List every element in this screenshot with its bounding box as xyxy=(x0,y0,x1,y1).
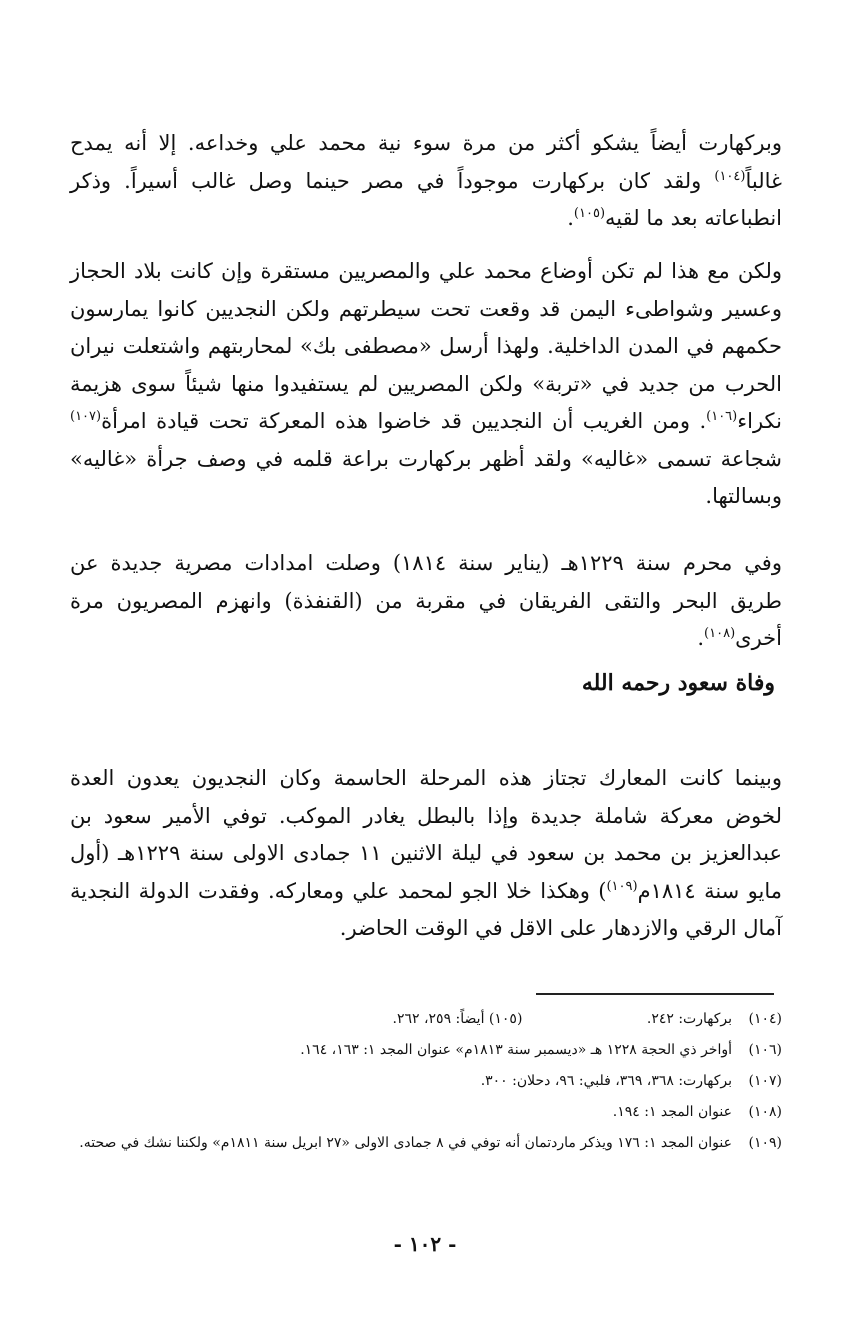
footnotes-list xyxy=(70,1004,782,1159)
footnote-106 xyxy=(70,1035,782,1066)
page-number: - ١٠٢ - xyxy=(393,1232,457,1256)
paragraph-1-text-b: ولقد كان بركهارت موجوداً في مصر حينما وصل غالب أسيراً. وذكر انطباعاته بعد ما لقيه xyxy=(70,168,782,230)
footnote-number-108: (١٠٨) xyxy=(748,1104,782,1120)
footnote-ref-105: (١٠٥) xyxy=(573,206,606,221)
section-heading: وفاة سعود رحمه الله xyxy=(581,670,775,696)
footnote-ref-104: (١٠٤) xyxy=(714,168,746,184)
paragraph-4-text-b: ) وهكذا خلا الجو لمحمد علي ومعاركه. وفقدت الدولة النجدية آمال الرقي والازدهار على الاقل في الوقت الحاضر. xyxy=(70,878,782,940)
footnote-text-109: عنوان المجد ١: ١٧٦ ويذكر ماردتمان أنه توفي في ٨ جمادى الاولى «٢٧ ابريل سنة ١٨١١م» ولكننا نشك في صحته. xyxy=(79,1135,732,1151)
footnote-107 xyxy=(70,1066,782,1097)
paragraph-1-end: . xyxy=(567,206,574,230)
footnote-text-108: عنوان المجد ١: ١٩٤. xyxy=(612,1104,732,1120)
paragraph-2-text-c: شجاعة تسمى «غاليه» ولقد أظهر بركهارت براعة قلمه في وصف جرأة «غاليه» وبسالتها. xyxy=(70,446,782,508)
paragraph-4-text: وبينما كانت المعارك تجتاز هذه المرحلة الحاسمة وكان النجديون يعدون العدة لخوض معركة شاملة جديدة وإذا بالبطل يغادر الموكب. توفي الأمير سعود بن عبدالعزيز بن محمد بن سعود في ليلة الاثنين ١١ جمادى الاولى سنة ١٢٢٩هـ (أول مايو سنة ١٨١٤م xyxy=(70,766,782,903)
paragraph-2-text: ولكن مع هذا لم تكن أوضاع محمد علي والمصريين مستقرة وإن كانت بلاد الحجاز وعسير وشواطىء اليمن قد وقعت تحت سيطرتهم ولكن النجديين كانوا يمارسون حكمهم في المدن الداخلية. ولهذا أرسل «مصطفى بك» لمحاربتهم واشتعلت نيران الحرب من جديد في «تربة» ولكن المصريين لم يستفيدوا منها شيئاً سوى هزيمة نكراء xyxy=(70,259,782,433)
paragraph-4 xyxy=(70,760,782,958)
footnote-ref-107: (١٠٧) xyxy=(70,409,102,424)
paragraph-2-text-b: . ومن الغريب أن النجديين قد خاضوا هذه المعركة تحت قيادة امرأة xyxy=(101,409,707,433)
footnote-104-105 xyxy=(70,1004,782,1035)
footnote-number-106: (١٠٦) xyxy=(748,1042,782,1058)
paragraph-1-text: وبركهارت أيضاً يشكو أكثر من مرة سوء نية محمد علي وخداعه. إلا أنه يمدح غالباً xyxy=(70,131,782,193)
paragraph-1 xyxy=(70,125,782,248)
footnote-number-104: (١٠٤) xyxy=(748,1011,782,1027)
footnote-number-105: (١٠٥) xyxy=(488,1011,523,1027)
paragraph-3 xyxy=(70,545,782,668)
footnote-ref-108: (١٠٨) xyxy=(704,626,736,641)
footnote-ref-106: (١٠٦) xyxy=(706,409,738,424)
footnote-divider xyxy=(536,993,774,995)
footnote-number-109: (١٠٩) xyxy=(748,1135,782,1151)
footnote-number-107: (١٠٧) xyxy=(748,1073,782,1089)
paragraph-2 xyxy=(70,253,782,526)
footnote-text-107: بركهارت: ٣٦٨، ٣٦٩، فلبي: ٩٦، دحلان: ٣٠٠. xyxy=(480,1073,732,1089)
paragraph-3-end: . xyxy=(697,626,705,650)
footnote-108 xyxy=(70,1097,782,1128)
paragraph-3-text: وفي محرم سنة ١٢٢٩هـ (يناير سنة ١٨١٤) وصلت امدادات مصرية جديدة عن طريق البحر والتقى الفريقان في مقربة من (القنفذة) وانهزم المصريون مرة أخرى xyxy=(70,551,782,650)
footnote-text-105: أيضاً: ٢٥٩، ٢٦٢. xyxy=(392,1011,485,1027)
footnote-text-104: بركهارت: ٢٤٢. xyxy=(646,1011,732,1027)
footnote-109 xyxy=(70,1128,782,1159)
footnote-ref-109: (١٠٩) xyxy=(606,878,638,894)
footnote-text-106: أواخر ذي الحجة ١٢٢٨ هـ «ديسمبر سنة ١٨١٣م» عنوان المجد ١: ١٦٣، ١٦٤. xyxy=(300,1042,732,1058)
